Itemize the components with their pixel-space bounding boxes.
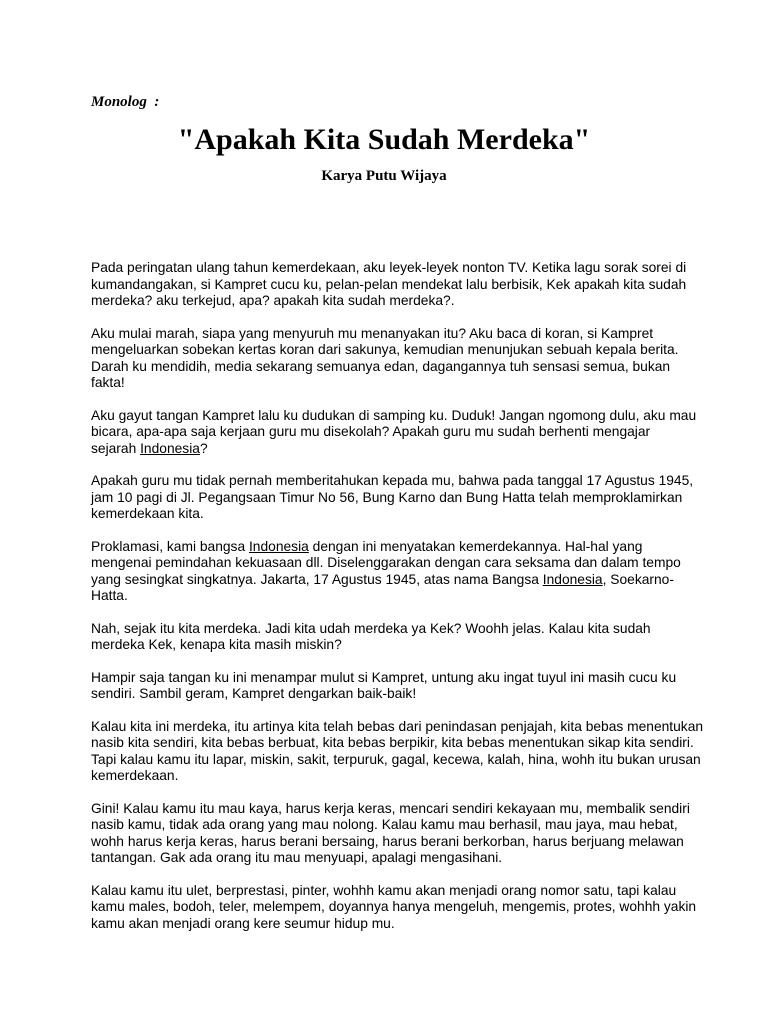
paragraph-line: merdeka? aku terkejud, apa? apakah kita sudah merdeka?. (91, 293, 455, 308)
paragraph-line: kemerdekaan. (91, 768, 179, 783)
paragraph-line: sendiri. Sambil geram, Kampret dengarkan baik-baik! (91, 686, 417, 701)
line-segment: , Soekarno- (602, 571, 674, 587)
document-author: Karya Putu Wijaya (321, 168, 447, 184)
underlined-term: Indonesia (542, 571, 603, 587)
paragraph-line: nasib kamu, tidak ada orang yang mau nolong. Kalau kamu mau berhasil, mau jaya, mau hebat, (91, 817, 678, 832)
paragraph (91, 407, 697, 458)
paragraph-line: Hampir saja tangan ku ini menampar mulut si Kampret, untung aku ingat tuyul ini masih cucu ku (91, 669, 677, 685)
paragraph-line: tantangan. Gak ada orang itu mau menyuapi, apalagi mengasihani. (91, 850, 503, 865)
paragraph-line: Darah ku mendidih, media sekarang semuanya edan, dagangannya tuh sensasi semua, bukan (91, 358, 671, 374)
line-segment: dengan ini menyatakan kemerdekannya. Hal-hal yang (308, 538, 643, 554)
paragraph (91, 718, 704, 785)
paragraph-line: kemerdekaan kita. (91, 506, 204, 521)
paragraph (91, 621, 691, 654)
paragraph-line (91, 572, 691, 589)
paragraph-line: Kalau kita ini merdeka, itu artinya kita telah bebas dari penindasan penjajah, kita bebas menentukan (91, 718, 704, 734)
paragraph (91, 473, 694, 523)
underlined-term: Indonesia (140, 440, 200, 456)
paragraph-line: Tapi kalau kamu itu lapar, miskin, sakit, terpuruk, gagal, kecewa, kalah, hina, wohh itu bukan urusan (91, 751, 701, 767)
paragraph-line: Hatta. (91, 588, 128, 603)
line-segment: yang sesingkat singkatnya. Jakarta, 17 Agustus 1945, atas nama Bangsa (91, 571, 543, 587)
paragraph-line: merdeka Kek, kenapa kita masih miskin? (91, 637, 342, 652)
paragraph-line: Pada peringatan ulang tahun kemerdekaan, aku leyek-leyek nonton TV. Ketika lagu sorak sorei di (91, 260, 687, 275)
paragraph-line: nasib kita sendiri, kita bebas berbuat, kita bebas berpikir, kita bebas menentukan sikap kita sendiri. (91, 735, 694, 750)
paragraph-line: kumandangakan, si Kampret cucu ku, pelan-pelan mendekat lalu berbisik, Kek apakah kita sudah (91, 276, 687, 292)
paragraph (91, 539, 691, 605)
paragraph-line: Apakah guru mu tidak pernah memberitahukan kepada mu, bahwa pada tanggal 17 Agustus 1945, (91, 473, 694, 488)
paragraph-line (91, 539, 691, 556)
paragraph-line: Nah, sejak itu kita merdeka. Jadi kita udah merdeka ya Kek? Woohh jelas. Kalau kita sudah (91, 620, 651, 636)
paragraph-line: Kalau kamu itu ulet, berprestasi, pinter, wohhh kamu akan menjadi orang nomor satu, tapi kalau (91, 882, 677, 898)
line-segment: sejarah (91, 440, 141, 456)
monolog-label: Monolog : (91, 94, 160, 110)
paragraph-line: wohh harus kerja keras, harus berani bersaing, harus berani berkorban, harus berjuang melawan (91, 833, 684, 849)
paragraph (91, 801, 691, 867)
paragraph-line: jam 10 pagi di Jl. Pegangsaan Timur No 56, Bung Karno dan Bung Hatta telah memproklamirkan (91, 489, 683, 505)
line-segment: ? (199, 440, 208, 456)
paragraph-line: Aku gayut tangan Kampret lalu ku dudukan di samping ku. Duduk! Jangan ngomong dulu, aku mau (91, 407, 697, 423)
paragraph-line: Gini! Kalau kamu itu mau kaya, harus kerja keras, mencari sendiri kekayaan mu, membalik sendiri (91, 800, 690, 816)
paragraph-line: fakta! (91, 375, 125, 390)
paragraph-line: mengeluarkan sobekan kertas koran dari sakunya, kemudian menunjukan sebuah kepala berita. (91, 342, 679, 357)
paragraph (91, 670, 691, 703)
paragraph (91, 882, 697, 933)
paragraph-line: kamu males, bodoh, teler, melempem, doyannya hanya mengeluh, mengemis, protes, wohhh yakin (91, 899, 697, 914)
paragraph-line: bicara, apa-apa saja kerjaan guru mu disekolah? Apakah guru mu sudah berhenti mengajar (91, 424, 651, 439)
paragraph-line: Aku mulai marah, siapa yang menyuruh mu menanyakan itu? Aku baca di koran, si Kampret (91, 325, 654, 341)
paragraph-line (91, 441, 691, 458)
line-segment: Proklamasi, kami bangsa (91, 538, 249, 554)
paragraph-line: mengenai pemindahan kekuasaan dll. Diselenggarakan dengan cara seksama dan dalam tempo (91, 555, 681, 570)
document-title: "Apakah Kita Sudah Merdeka" (177, 123, 591, 156)
paragraph (91, 260, 691, 310)
paragraph-line: kamu akan menjadi orang kere seumur hidup mu. (91, 915, 395, 931)
document-body (91, 260, 704, 948)
underlined-term: Indonesia (248, 538, 309, 554)
paragraph (91, 326, 691, 392)
